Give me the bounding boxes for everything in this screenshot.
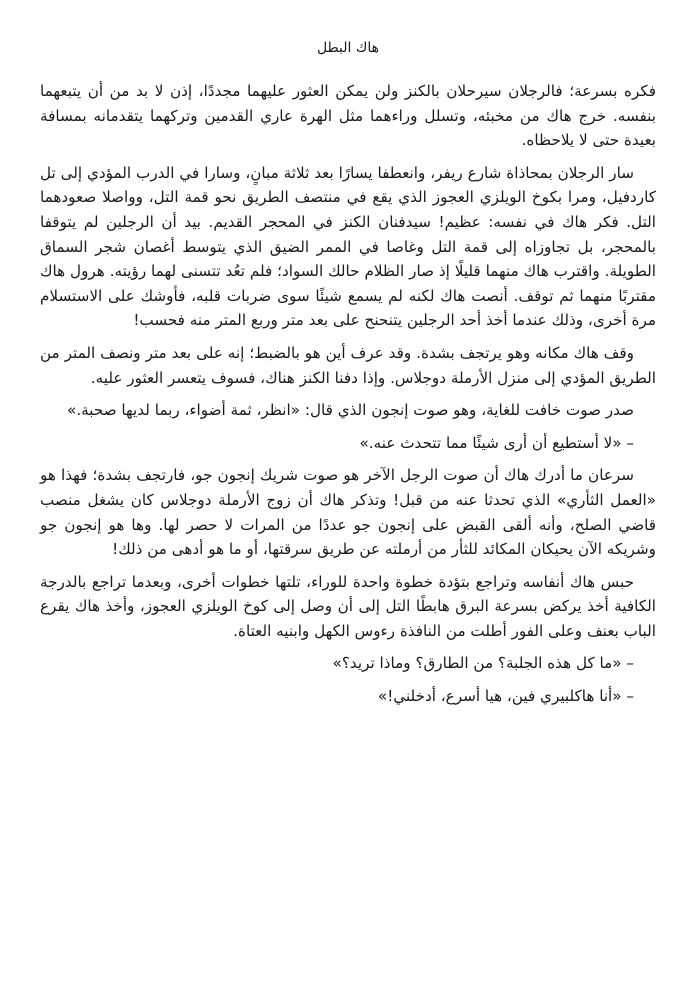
dialog-line: – «أنا هاكلبيري فين، هيا أسرع، أدخلني!» xyxy=(377,687,634,706)
paragraph: فكره بسرعة؛ فالرجلان سيرحلان بالكنز ولن يمكن العثور عليهما مجددًا، إذن لا بد من أن يتبعهما بنفسه. خرج هاك من مخبئه، وتسلل وراءهما مثل الهرة عاري القدمين وتركهما يتقدمانه بمسافة بعيدة حتى لا يلاحظاه. xyxy=(40,82,656,150)
paragraph: حبس هاك أنفاسه وتراجع بتؤدة خطوة واحدة للوراء، تلتها خطوات أخرى، وبعدما تراجع بالدرجة الكافية أخذ يركض بسرعة البرق هابطًا التل إلى أن وصل إلى كوخ الويلزي العجوز، وأخذ هاك يقرع الباب بعنف وعلى الفور أطلت من النافذة رءوس الكهل وابنيه العتاة. xyxy=(40,572,656,640)
paragraph: وقف هاك مكانه وهو يرتجف بشدة. وقد عرف أين هو بالضبط؛ إنه على بعد متر ونصف المتر من الطريق المؤدي إلى منزل الأرملة دوجلاس. وإذا دفنا الكنز هناك، فسوف يتعسر العثور عليه. xyxy=(40,343,656,387)
paragraph: سار الرجلان بمحاذاة شارع ريفر، وانعطفا يسارًا بعد ثلاثة مبانٍ، وسارا في الدرب المؤدي إلى تل كاردفيل، ومرا بكوخ الويلزي العجوز الذي يقع في منتصف الطريق نحو قمة التل، وواصلا صعودهما التل. فكر هاك في نفسه: عظيم! سيدفنان الكنز في المحجر القديم. بيد أن الرجلين لم يتوقفا بالمحجر، بل تجاوزاه إلى قمة التل وغاصا في الممر الضيق الذي يتوسط أغصان شجر السماق الطويلة. واقترب هاك منهما قليلًا إذ صار الظلام حالك السواد؛ فلم تعُد تتسنى لهما رؤيته. هرول هاك مقتربًا منهما ثم توقف. أنصت هاك لكنه لم يسمع شيئًا سوى ضربات قلبه، فأوشك على الاستسلام مرة أخرى، وذلك عندما أخذ أحد الرجلين يتنحنح على بعد متر وربع المتر منه فحسب! xyxy=(40,163,656,330)
running-head: هاك البطل xyxy=(316,40,380,56)
dialog-line: – «ما كل هذه الجلبة؟ من الطارق؟ وماذا تريد؟» xyxy=(332,654,634,673)
dialog-line: – «لا أستطيع أن أرى شيئًا مما تتحدث عنه.» xyxy=(359,433,634,452)
paragraph: سرعان ما أدرك هاك أن صوت الرجل الآخر هو صوت شريك إنجون جو، فارتجف بشدة؛ فهذا هو «العمل الثأري» الذي تحدثا عنه من قبل! وتذكر هاك أن زوج الأرملة دوجلاس كان يشغل منصب قاضي الصلح، وأنه ألقى القبض على إنجون جو عددًا من المرات لا حصر لها. وها هو إنجون جو وشريكه الآن يحيكان المكائد للثأر من أرملته عن طريق سرقتها، أو ما هو أدهى من ذلك! xyxy=(40,466,656,559)
body-text xyxy=(40,79,656,709)
paragraph: صدر صوت خافت للغاية، وهو صوت إنجون الذي قال: «انظر، ثمة أضواء، ربما لديها صحبة.» xyxy=(67,401,634,420)
